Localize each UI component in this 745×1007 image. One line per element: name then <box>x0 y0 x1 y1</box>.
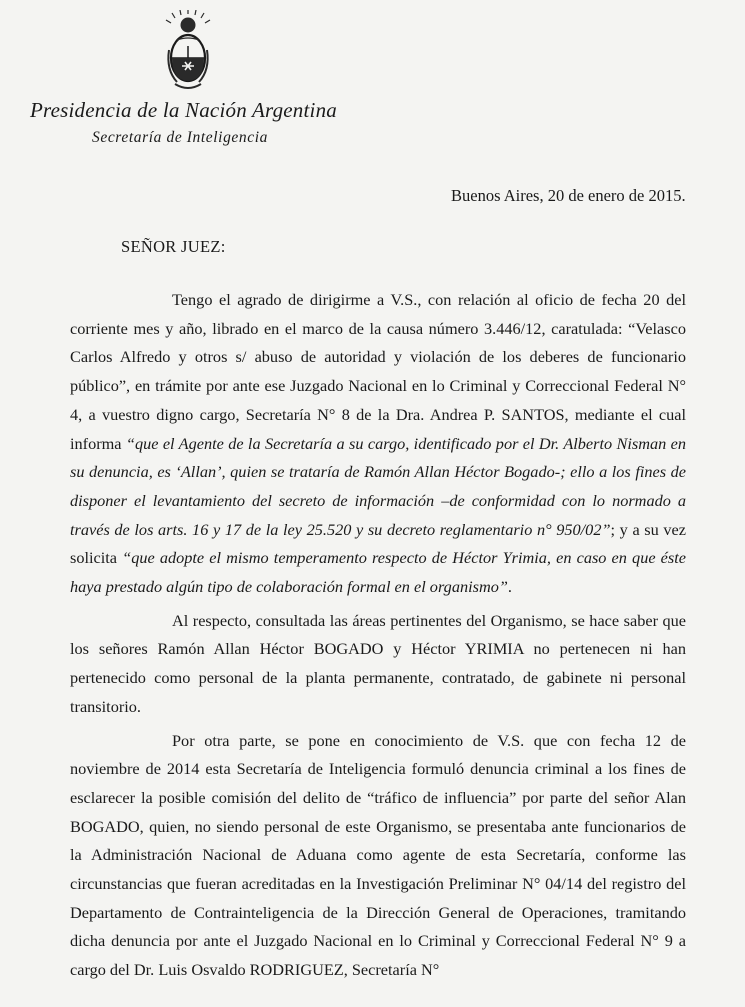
paragraph-3: Por otra parte, se pone en conocimiento de V.S. que con fecha 12 de noviembre de 2014 esta Secretaría de Inteligencia formuló denuncia criminal a los fines de esclarecer la posible comisión del delito de “tráfico de influencia” por parte del señor Alan BOGADO, quien, no siendo personal de este Organismo, se presentaba ante funcionarios de la Administración Nacional de Aduana como agente de esta Secretaría, conforme las circunstancias que fueran acreditadas en la Investigación Preliminar N° 04/14 del registro del Departamento de Contrainteligencia de la Dirección General de Operaciones, tramitando dicha denuncia por ante el Juzgado Nacional en lo Criminal y Correccional Federal N° 9 a cargo del Dr. Luis Osvaldo RODRIGUEZ, Secretaría N° <box>70 730 686 980</box>
paragraph-1-quote-1: “que el Agente de la Secretaría a su cargo, identificado por el Dr. Alberto Nisman en su denuncia, es ‘Allan’, quien se trataría de Ramón Allan Héctor Bogado-; ello a los fines de disponer el levantamiento del secreto de información –de conformidad con lo normado a través de los arts. 16 y 17 de la ley 25.520 y su decreto reglamentario n° 950/02” <box>70 433 686 539</box>
institution-name: Presidencia de la Nación Argentina <box>30 98 337 122</box>
paragraph-1-quote-2: “que adopte el mismo temperamento respecto de Héctor Yrimia, en caso en que éste haya prestado algún tipo de colaboración formal en el organismo” <box>70 548 686 597</box>
paragraph-2: Al respecto, consultada las áreas pertinentes del Organismo, se hace saber que los señores Ramón Allan Héctor BOGADO y Héctor YRIMIA no pertenecen ni han pertenecido como personal de la planta permanente, contratado, de gabinete ni personal transitorio. <box>70 610 686 716</box>
paragraph-1-text-a: Tengo el agrado de dirigirme a V.S., con relación al oficio de fecha 20 del corriente mes y año, librado en el marco de la causa número 3.446/12, caratulada: “Velasco Carlos Alfredo y otros s/ abuso de autoridad y violación de los deberes de funcionario público”, en trámite por ante ese Juzgado Nacional en lo Criminal y Correccional Federal N° 4, a vuestro digno cargo, Secretaría N° 8 de la Dra. Andrea P. SANTOS, mediante el cual informa <box>70 290 686 453</box>
department-name: Secretaría de Inteligencia <box>92 129 268 146</box>
paragraph-1-text-c: . <box>507 577 512 597</box>
paragraph-1-text-b: ; y a su vez solicita <box>70 519 686 568</box>
paragraph-1 <box>70 286 686 602</box>
date-line: Buenos Aires, 20 de enero de 2015. <box>451 186 686 205</box>
letter-body <box>70 286 686 985</box>
salutation: SEÑOR JUEZ: <box>121 237 226 256</box>
coat-of-arms-icon <box>163 10 213 98</box>
